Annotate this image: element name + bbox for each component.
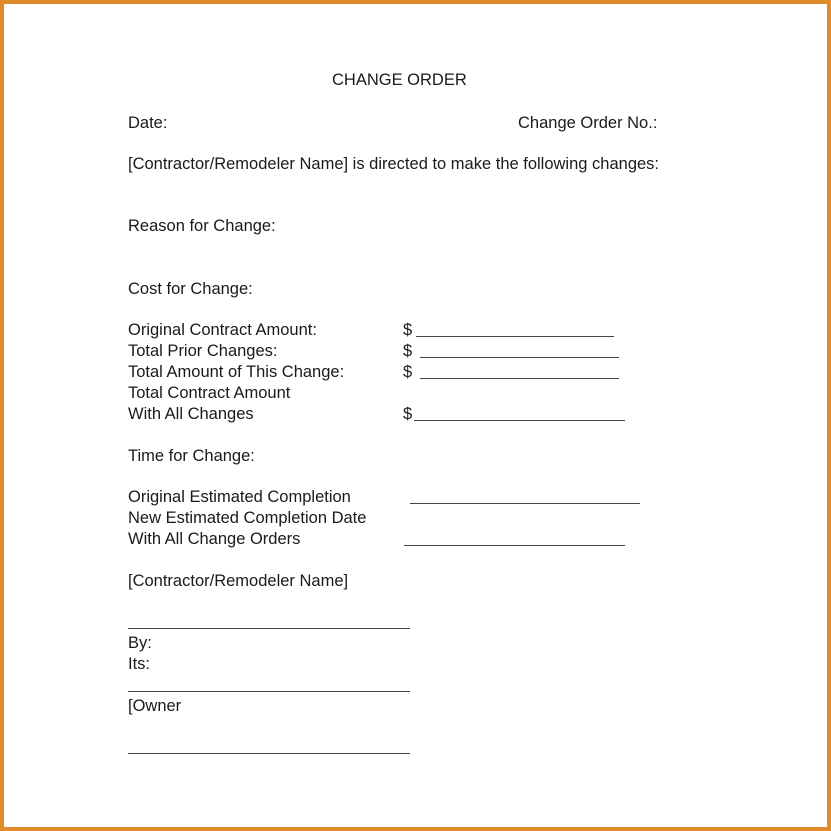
owner-label: [Owner bbox=[128, 697, 182, 715]
form-title: CHANGE ORDER bbox=[332, 71, 467, 89]
total-contract-label: Total Contract Amount bbox=[128, 384, 291, 402]
dollar-sign: $ bbox=[403, 405, 413, 423]
contractor-signature-line[interactable] bbox=[128, 628, 410, 629]
directive-text: [Contractor/Remodeler Name] is directed to make the following changes: bbox=[128, 155, 660, 173]
new-completion-field[interactable] bbox=[404, 545, 625, 546]
cost-label: Cost for Change: bbox=[128, 280, 253, 298]
dollar-sign: $ bbox=[403, 321, 413, 339]
reason-label: Reason for Change: bbox=[128, 217, 276, 235]
this-change-field[interactable] bbox=[420, 378, 619, 379]
its-label: Its: bbox=[128, 655, 151, 673]
total-prior-label: Total Prior Changes: bbox=[128, 342, 278, 360]
new-completion-label: New Estimated Completion Date bbox=[128, 509, 367, 527]
dollar-sign: $ bbox=[403, 342, 413, 360]
contractor-signature-label: [Contractor/Remodeler Name] bbox=[128, 572, 349, 590]
with-all-orders-label: With All Change Orders bbox=[128, 530, 301, 548]
change-order-no-label: Change Order No.: bbox=[518, 114, 658, 132]
this-change-label: Total Amount of This Change: bbox=[128, 363, 345, 381]
its-signature-line[interactable] bbox=[128, 691, 410, 692]
original-contract-field[interactable] bbox=[416, 336, 614, 337]
date-label: Date: bbox=[128, 114, 168, 132]
by-label: By: bbox=[128, 634, 152, 652]
total-prior-field[interactable] bbox=[420, 357, 619, 358]
owner-signature-line[interactable] bbox=[128, 753, 410, 754]
original-completion-label: Original Estimated Completion bbox=[128, 488, 351, 506]
time-label: Time for Change: bbox=[128, 447, 255, 465]
original-completion-field[interactable] bbox=[410, 503, 640, 504]
original-contract-label: Original Contract Amount: bbox=[128, 321, 317, 339]
dollar-sign: $ bbox=[403, 363, 413, 381]
total-contract-field[interactable] bbox=[414, 420, 625, 421]
total-contract-label-line2: With All Changes bbox=[128, 405, 254, 423]
